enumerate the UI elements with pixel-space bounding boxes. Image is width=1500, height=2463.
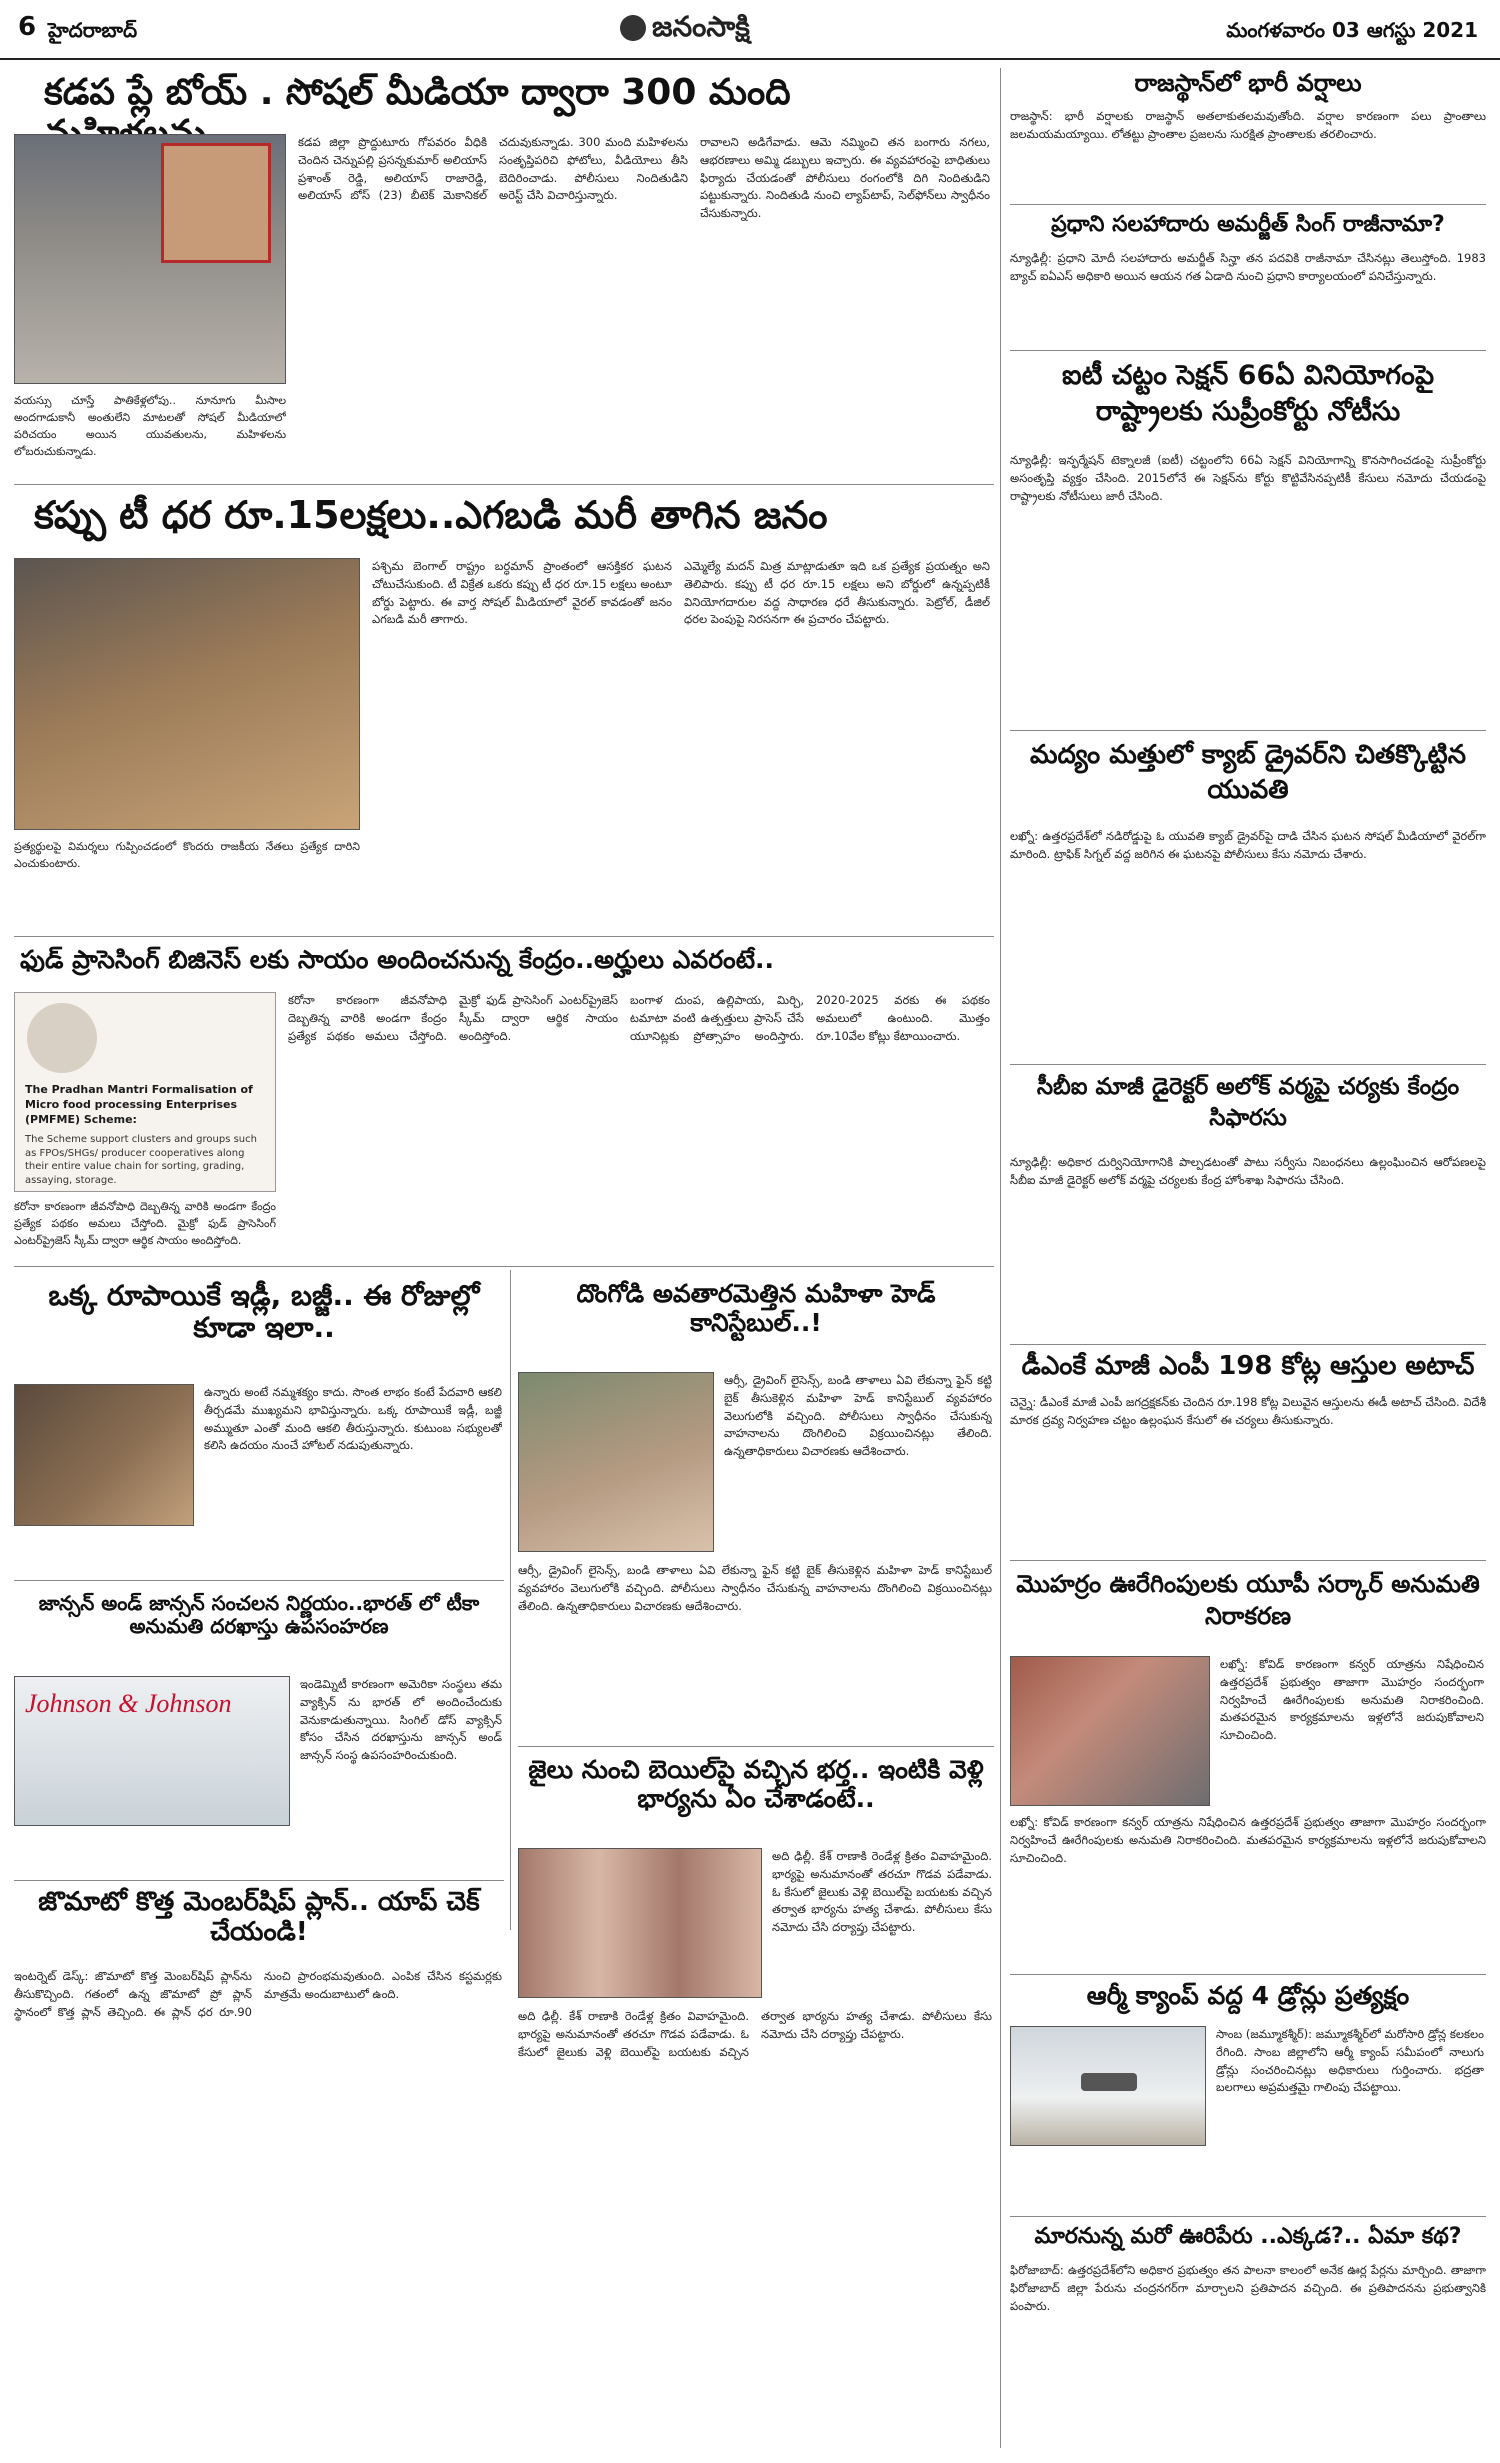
separator [14, 484, 994, 485]
photo-drone [1010, 2026, 1206, 2146]
story-constable [518, 1272, 994, 1742]
body-drones: సాంబ (జమ్మూకశ్మీర్): జమ్మూకశ్మీర్‌లో మరోసారి డ్రోన్ల కలకలం రేగింది. సాంబ జిల్లాలోని ఆర్మీ క్యాంప్ సమీపంలో నాలుగు డ్రోన్లు సంచరించినట్లు అధికారులు గుర్తించారు. భద్రతా బలగాలు అప్రమత్తమై గాలింపు చేపట్టాయి. [1216, 2027, 1484, 2095]
photo-wife [518, 1848, 762, 1998]
body-cbi: న్యూఢిల్లీ: అధికార దుర్వినియోగానికి పాల్పడటంతో పాటు సర్వీసు నిబంధనలు ఉల్లంఘించిన ఆరోపణలపై సీబీఐ మాజీ డైరెక్టర్ అలోక్ వర్మపై చర్యలకు కేంద్ర హోంశాఖ సిఫారసు చేసింది. [1010, 1155, 1486, 1187]
story-rajasthan [1010, 68, 1486, 200]
body-adviser: న్యూఢిల్లీ: ప్రధాని మోదీ సలహాదారు అమర్జీత్ సిన్హా తన పదవికి రాజీనామా చేసినట్లు తెలుస్తోంది. 1983 బ్యాచ్ ఐఏఎస్ అధికారి అయిన ఆయన గత ఏడాది నుంచి ప్రధాని కార్యాలయంలో పనిచేస్తున్నారు. [1010, 251, 1486, 283]
photo-accused-inset [161, 143, 271, 263]
headline-rename: మారనున్న మరో ఊరిపేరు ..ఎక్కడ?.. ఏమా కథ? [1034, 2224, 1462, 2249]
body-jnj: ఇండెమ్నిటీ కారణంగా అమెరికా సంస్థలు తమ వ్యాక్సిన్ ను భారత్ లో అందించేందుకు వెనుకాడుతున్నాయి. సింగిల్ డోస్ వ్యాక్సిన్ కోసం చేసిన దరఖాస్తును జాన్సన్ అండ్ జాన్సన్ సంస్థ ఉపసంహరించుకుంది. [300, 1677, 502, 1763]
photo-procession [1010, 1656, 1210, 1806]
separator [1010, 350, 1486, 351]
edition-city: హైదరాబాద్ [48, 18, 138, 42]
masthead [0, 0, 1500, 60]
body-muharram-2: లఖ్నో: కోవిడ్ కారణంగా కన్వర్ యాత్రను నిషేధించిన ఉత్తరప్రదేశ్ ప్రభుత్వం తాజాగా మొహర్రం సందర్భంగా నిర్వహించే ఊరేగింపులకు అనుమతి నిరాకరించింది. మతపరమైన కార్యక్రమాలను ఇళ్లలోనే జరుపుకోవాలని సూచించింది. [1010, 1815, 1486, 1865]
story-jnj [14, 1586, 504, 1876]
headline-tea: కప్పు టీ ధర రూ.15లక్షలు..ఎగబడి మరీ తాగిన జనం [34, 493, 828, 537]
photo-caption-kadapa: వయస్సు చూస్తే పాతికేళ్లలోపు.. నూనూగు మీసాల అందగాడుకానీ అంతులేని మాటలతో సోషల్ మీడియాలో పరిచయం అయిన యువతులను, మహిళలను లోబరుచుకున్నాడు. [14, 394, 286, 459]
body-kadapa-1: కడప జిల్లా ప్రొద్దుటూరు గోపవరం వీధికి చెందిన చెన్నుపల్లి ప్రసన్నకుమార్ అలియాస్ ప్రశాంత్ రెడ్డి, అలియాస్ రాజారెడ్డి, అలియాస్ బోస్ (23) బీటెక్ మెకానికల్ చదువుకున్నాడు. 300 మంది మహిళలను సంతృప్తిపరిచి ఫోటోలు, వీడియోలు తీసి బెదిరించాడు. పోలీసులు నిందితుడిని అరెస్ట్ చేసి విచారిస్తున్నారు. [298, 135, 688, 203]
headline-bail: జైలు నుంచి బెయిల్‌పై వచ్చిన భర్త.. ఇంటికి వెళ్లి భార్యను ఏం చేశాడంటే.. [528, 1755, 984, 1813]
column-divider [510, 1270, 511, 1930]
separator [1010, 730, 1486, 731]
photo-vaccine-vials [14, 1676, 290, 1826]
headline-drones: ఆర్మీ క్యాంప్ వద్ద 4 డ్రోన్లు ప్రత్యక్షం [1086, 1981, 1410, 2010]
headline-muharram: మొహర్రం ఊరేగింపులకు యూపీ సర్కార్ అనుమతి నిరాకరణ [1016, 1570, 1480, 1631]
body-dmk: చెన్నై: డీఎంకే మాజీ ఎంపీ జగద్రక్షకన్‌కు చెందిన రూ.198 కోట్ల విలువైన ఆస్తులను ఈడీ అటాచ్ చేసింది. విదేశీ మారక ద్రవ్య నిర్వహణ చట్టం ఉల్లంఘన కేసులో ఈ చర్యలు తీసుకున్నారు. [1010, 1395, 1486, 1427]
story-muharram [1010, 1566, 1486, 1970]
body-food-intro: కరోనా కారణంగా జీవనోపాధి దెబ్బతిన్న వారికి అండగా కేంద్రం ప్రత్యేక పథకం అమలు చేస్తోంది. మైక్రో ఫుడ్ ప్రాసెసింగ్ ఎంటర్‌ప్రైజెస్ స్కీమ్ ద్వారా ఆర్థిక సాయం అందిస్తోంది. [14, 1200, 276, 1248]
separator [14, 1266, 994, 1267]
headline-rajasthan: రాజస్థాన్‌లో భారీ వర్షాలు [1134, 69, 1362, 97]
story-dmk [1010, 1350, 1486, 1556]
column-divider [1000, 68, 1001, 2448]
body-tea-1: పశ్చిమ బెంగాల్ రాష్ట్రం బర్ధమాన్ ప్రాంతంలో ఆసక్తికర ఘటన చోటుచేసుకుంది. టీ విక్రేత ఒకరు కప్పు టీ ధర రూ.15 లక్షలు అంటూ బోర్డు పెట్టారు. ఈ వార్త సోషల్ మీడియాలో వైరల్ కావడంతో జనం ఎగబడి మరీ తాగారు. [372, 559, 672, 627]
story-tea [14, 490, 994, 932]
body-bail-1: అది ఢిల్లీ. కేశ్ రాణాకి రెండేళ్ల క్రితం వివాహమైంది. భార్యపై అనుమానంతో తరచూ గొడవ పడేవాడు. ఓ కేసులో జైలుకు వెళ్లి బెయిల్‌పై బయటకు వచ్చిన తర్వాత భార్యను హత్య చేశాడు. పోలీసులు కేసు నమోదు చేసి దర్యాప్తు చేపట్టారు. [772, 1849, 992, 1935]
body-rename: ఫిరోజాబాద్: ఉత్తరప్రదేశ్‌లోని అధికార ప్రభుత్వం తన పాలనా కాలంలో అనేక ఊర్ల పేర్లను మార్చింది. తాజాగా ఫిరోజాబాద్ జిల్లా పేరును చంద్రనగర్‌గా మార్చాలని ప్రతిపాదన వచ్చింది. ఈ ప్రతిపాదనను ప్రభుత్వానికి పంపారు. [1010, 2263, 1486, 2313]
separator [1010, 1064, 1486, 1065]
photo-head-constable [518, 1372, 714, 1552]
story-kadapa [14, 68, 994, 478]
photo-police-press-meet [14, 134, 286, 384]
jnj-brand-text: Johnson & Johnson [25, 1689, 232, 1718]
headline-idli: ఒక్క రూపాయికే ఇడ్లీ, బజ్జీ.. ఈ రోజుల్లో కూడా ఇలా.. [48, 1279, 480, 1345]
body-bail-2: అది ఢిల్లీ. కేశ్ రాణాకి రెండేళ్ల క్రితం వివాహమైంది. భార్యపై అనుమానంతో తరచూ గొడవ పడేవాడు. ఓ కేసులో జైలుకు వెళ్లి బెయిల్‌పై బయటకు వచ్చిన తర్వాత భార్యను హత్య చేశాడు. పోలీసులు కేసు నమోదు చేసి దర్యాప్తు చేపట్టారు. [518, 2009, 992, 2059]
story-cab [1010, 736, 1486, 1060]
separator [14, 936, 994, 937]
headline-cab: మద్యం మత్తులో క్యాబ్ డ్రైవర్‌ని చితక్కొట్టిన యువతి [1030, 740, 1466, 806]
separator [14, 1580, 504, 1581]
headline-jnj: జాన్సన్ అండ్ జాన్సన్ సంచలన నిర్ణయం..భారత్ లో టీకా అనుమతి దరఖాస్తు ఉపసంహరణ [38, 1591, 480, 1638]
body-constable-2: ఆర్సీ, డ్రైవింగ్ లైసెన్స్, బండి తాళాలు ఏవి లేకున్నా ఫైన్ కట్టి బైక్ తీసుకెళ్లిన మహిళా హెడ్ కానిస్టేబుల్ వ్యవహారం వెలుగులోకి వచ్చింది. పోలీసులు స్వాధీనం చేసుకున్న వాహనాలను దొంగిలించి విక్రయించినట్లు తేలింది. ఉన్నతాధికారులు విచారణకు ఆదేశించారు. [518, 1563, 992, 1613]
story-rename [1010, 2222, 1486, 2448]
body-muharram-1: లఖ్నో: కోవిడ్ కారణంగా కన్వర్ యాత్రను నిషేధించిన ఉత్తరప్రదేశ్ ప్రభుత్వం తాజాగా మొహర్రం సందర్భంగా నిర్వహించే ఊరేగింపులకు అనుమతి నిరాకరించింది. మతపరమైన కార్యక్రమాలను ఇళ్లలోనే జరుపుకోవాలని సూచించింది. [1220, 1657, 1484, 1743]
logo-icon [620, 15, 646, 41]
headline-constable: దొంగోడి అవతారమెత్తిన మహిళా హెడ్ కానిస్టేబుల్..! [576, 1279, 936, 1337]
story-adviser [1010, 210, 1486, 346]
separator [1010, 1344, 1486, 1345]
body-kadapa-2: రావాలని అడిగేవాడు. ఆమె నమ్మించి తన బంగారు నగలు, ఆభరణాలు అమ్మి డబ్బులు ఇచ్చారు. ఈ వ్యవహారంపై బాధితులు ఫిర్యాదు చేయడంతో పోలీసులు రంగంలోకి దిగి నిందితుడిని పట్టుకున్నారు. నిందితుడి నుంచి ల్యాప్‌టాప్, సెల్‌ఫోన్‌లు స్వాధీనం చేసుకున్నారు. [700, 135, 990, 221]
paper-name: జనంసాక్షి [652, 10, 750, 43]
separator [1010, 204, 1486, 205]
story-bail [518, 1752, 994, 2444]
body-rajasthan: రాజస్థాన్: భారీ వర్షాలకు రాజస్థాన్ అతలాకుతలమవుతోంది. వర్షాల కారణంగా పలు ప్రాంతాలు జలమయమయ్యాయి. లోతట్టు ప్రాంతాల ప్రజలను సురక్షిత ప్రాంతాలకు తరలించారు. [1010, 109, 1486, 141]
page-number: 6 [18, 12, 37, 42]
pm-portrait [27, 1003, 97, 1073]
story-drones [1010, 1980, 1486, 2212]
body-tea-2: ఎమ్మెల్యే మదన్ మిత్ర మాట్లాడుతూ ఇది ఒక ప్రత్యేక ప్రయత్నం అని తెలిపారు. కప్పు టీ ధర రూ.15 లక్షలు అని బోర్డులో ఉన్నప్పటికీ వినియోగదారుల వద్ద సాధారణ ధరే తీసుకున్నారు. పెట్రోల్, డీజిల్ ధరల పెంపుపై నిరసనగా ఈ ప్రచారం చేపట్టారు. [684, 559, 990, 627]
scheme-description: The Scheme support clusters and groups such as FPOs/SHGs/ producer cooperatives along their entire value chain for sorting, grading, assaying, storage. [25, 1134, 257, 1186]
body-food-1: కరోనా కారణంగా జీవనోపాధి దెబ్బతిన్న వారికి అండగా కేంద్రం ప్రత్యేక పథకం అమలు చేస్తోంది. మైక్రో ఫుడ్ ప్రాసెసింగ్ ఎంటర్‌ప్రైజెస్ స్కీమ్ ద్వారా ఆర్థిక సాయం అందిస్తోంది. [288, 993, 618, 1043]
body-cab: లఖ్నో: ఉత్తరప్రదేశ్‌లో నడిరోడ్డుపై ఓ యువతి క్యాబ్ డ్రైవర్‌పై దాడి చేసిన ఘటన సోషల్ మీడియాలో వైరల్‌గా మారింది. ట్రాఫిక్ సిగ్నల్ వద్ద జరిగిన ఈ ఘటనపై పోలీసులు కేసు నమోదు చేశారు. [1010, 829, 1486, 861]
headline-it-act: ఐటీ చట్టం సెక్షన్ 66ఏ వినియోగంపై రాష్ట్రాలకు సుప్రీంకోర్టు నోటీసు [1061, 360, 1435, 428]
story-food-processing [14, 942, 994, 1262]
body-idli: ఉన్నారు అంటే నమ్మశక్యం కాదు. సొంత లాభం కంటే పేదవారి ఆకలి తీర్చడమే ముఖ్యమని భావిస్తున్నారు. ఒక్క రూపాయికే ఇడ్లీ, బజ్జీ అమ్ముతూ ఎంతో మంది ఆకలి తీరుస్తున్నారు. కుటుంబ సభ్యులతో కలిసి ఉదయం నుంచే హోటల్ నడుపుతున్నారు. [204, 1385, 502, 1453]
story-zomato [14, 1884, 504, 2444]
story-idli [14, 1272, 504, 1576]
scheme-title: The Pradhan Mantri Formalisation of Micro food processing Enterprises (PMFME) Scheme: [25, 1083, 253, 1126]
separator [1010, 1974, 1486, 1975]
headline-adviser: ప్రధాని సలహాదారు అమర్జీత్ సింగ్ రాజీనామా? [1051, 212, 1445, 237]
scheme-info-box [14, 992, 276, 1192]
body-constable-1: ఆర్సీ, డ్రైవింగ్ లైసెన్స్, బండి తాళాలు ఏవి లేకున్నా ఫైన్ కట్టి బైక్ తీసుకెళ్లిన మహిళా హెడ్ కానిస్టేబుల్ వ్యవహారం వెలుగులోకి వచ్చింది. పోలీసులు స్వాధీనం చేసుకున్న వాహనాలను దొంగిలించి విక్రయించినట్లు తేలింది. ఉన్నతాధికారులు విచారణకు ఆదేశించారు. [724, 1373, 992, 1459]
separator [518, 1746, 994, 1747]
drone-icon [1081, 2073, 1137, 2091]
headline-kadapa: కడప ప్లే బోయ్ . సోషల్ మీడియా ద్వారా 300 మంది [44, 72, 791, 113]
body-food-2: బంగాళ దుంప, ఉల్లిపాయ, మిర్చి, టమాటా వంటి ఉత్పత్తులు ప్రాసెస్ చేసే యూనిట్లకు ప్రోత్సాహం అందిస్తారు. 2020-2025 వరకు ఈ పథకం అమలులో ఉంటుంది. మొత్తం రూ.10వేల కోట్లు కేటాయించారు. [630, 993, 990, 1043]
headline-zomato: జొమాటో కొత్త మెంబర్‌షిప్ ప్లాన్.. యాప్ చెక్ చేయండి! [38, 1887, 480, 1947]
separator [1010, 1560, 1486, 1561]
story-cbi [1010, 1070, 1486, 1340]
photo-tea-stall [14, 558, 360, 830]
body-zomato: ఇంటర్నెట్ డెస్క్: జొమాటో కొత్త మెంబర్‌షిప్ ప్లాన్‌ను తీసుకొచ్చింది. గతంలో ఉన్న జొమాటో ప్రో ప్లాన్ స్థానంలో కొత్త ప్లాన్ తెచ్చింది. ఈ ప్లాన్ ధర రూ.90 నుంచి ప్రారంభమవుతుంది. ఎంపిక చేసిన కస్టమర్లకు మాత్రమే అందుబాటులో ఉంది. [14, 1969, 502, 2019]
headline-cbi: సీబీఐ మాజీ డైరెక్టర్ అలోక్ వర్మపై చర్యకు కేంద్రం సిఫారసు [1036, 1074, 1460, 1132]
headline-dmk: డీఎంకే మాజీ ఎంపీ 198 కోట్ల ఆస్తుల అటాచ్ [1021, 1351, 1475, 1381]
photo-hotel [14, 1384, 194, 1526]
separator [14, 1880, 504, 1881]
story-it-act [1010, 356, 1486, 726]
body-it-act: న్యూఢిల్లీ: ఇన్ఫర్మేషన్ టెక్నాలజీ (ఐటీ) చట్టంలోని 66ఏ సెక్షన్ వినియోగాన్ని కొనసాగించడంపై సుప్రీంకోర్టు అసంతృప్తి వ్యక్తం చేసింది. 2015లోనే ఈ సెక్షన్‌ను కోర్టు కొట్టివేసినప్పటికీ కేసులు నమోదు చేయడంపై రాష్ట్రాలకు నోటీసులు జారీ చేసింది. [1010, 453, 1486, 503]
separator [1010, 2216, 1486, 2217]
paper-logo [620, 10, 750, 50]
photo-caption-tea: ప్రత్యర్థులపై విమర్శలు గుప్పించడంలో కొందరు రాజకీయ నేతలు ప్రత్యేక దారిని ఎంచుకుంటారు. [14, 840, 360, 871]
headline-food-processing: ఫుడ్ ప్రాసెసింగ్ బిజినెస్ లకు సాయం అందించనున్న కేంద్రం..అర్హులు ఎవరంటే.. [20, 945, 774, 974]
issue-date: మంగళవారం 03 ఆగస్టు 2021 [1226, 18, 1478, 42]
